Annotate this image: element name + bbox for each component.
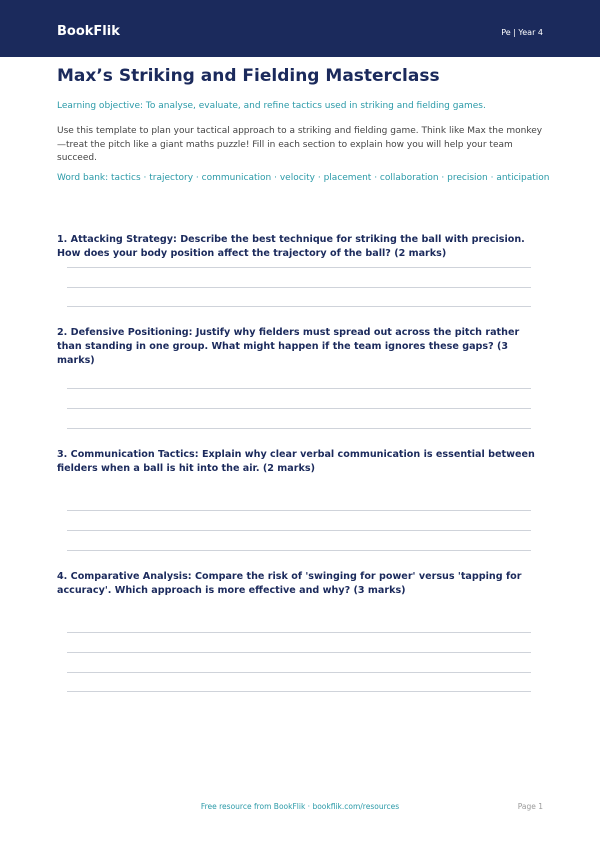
page-title: Max’s Striking and Fielding Masterclass <box>57 66 440 86</box>
page-number: Page 1 <box>517 802 543 811</box>
answer-line[interactable] <box>67 388 531 389</box>
brand-logo: BookFlik <box>57 24 120 39</box>
question-4: 4. Comparative Analysis: Compare the risk of 'swinging for power' versus 'tapping for accuracy'. Which approach is more effective and why? (3 marks) <box>57 571 522 596</box>
answer-line[interactable] <box>67 510 531 511</box>
subject-year-label: Pe | Year 4 <box>501 28 543 37</box>
answer-line[interactable] <box>67 428 531 429</box>
question-1: 1. Attacking Strategy: Describe the best technique for striking the ball with precision. How does your body position affect the trajectory of the ball? (2 marks) <box>57 234 525 259</box>
answer-line[interactable] <box>67 408 531 409</box>
answer-line[interactable] <box>67 672 531 673</box>
intro-paragraph: Use this template to plan your tactical approach to a striking and fielding game. Think like Max the monkey—treat the pitch like a giant maths puzzle! Fill in each section to explain how you will help your team succeed. <box>57 126 543 164</box>
question-3: 3. Communication Tactics: Explain why clear verbal communication is essential between fielders when a ball is hit into the air. (2 marks) <box>57 449 535 474</box>
answer-line[interactable] <box>67 306 531 307</box>
page-header <box>0 0 600 57</box>
answer-line[interactable] <box>67 287 531 288</box>
answer-line[interactable] <box>67 550 531 551</box>
question-2: 2. Defensive Positioning: Justify why fielders must spread out across the pitch rather than standing in one group. What might happen if the team ignores these gaps? (3 marks) <box>57 327 520 366</box>
answer-line[interactable] <box>67 632 531 633</box>
answer-line[interactable] <box>67 530 531 531</box>
answer-line[interactable] <box>67 652 531 653</box>
answer-line[interactable] <box>67 691 531 692</box>
answer-line[interactable] <box>67 267 531 268</box>
word-bank: Word bank: tactics · trajectory · communication · velocity · placement · collaboration · precision · anticipation <box>57 173 550 183</box>
footer-note: Free resource from BookFlik · bookflik.com/resources <box>200 802 400 811</box>
learning-objective: Learning objective: To analyse, evaluate, and refine tactics used in striking and fielding games. <box>57 101 486 111</box>
